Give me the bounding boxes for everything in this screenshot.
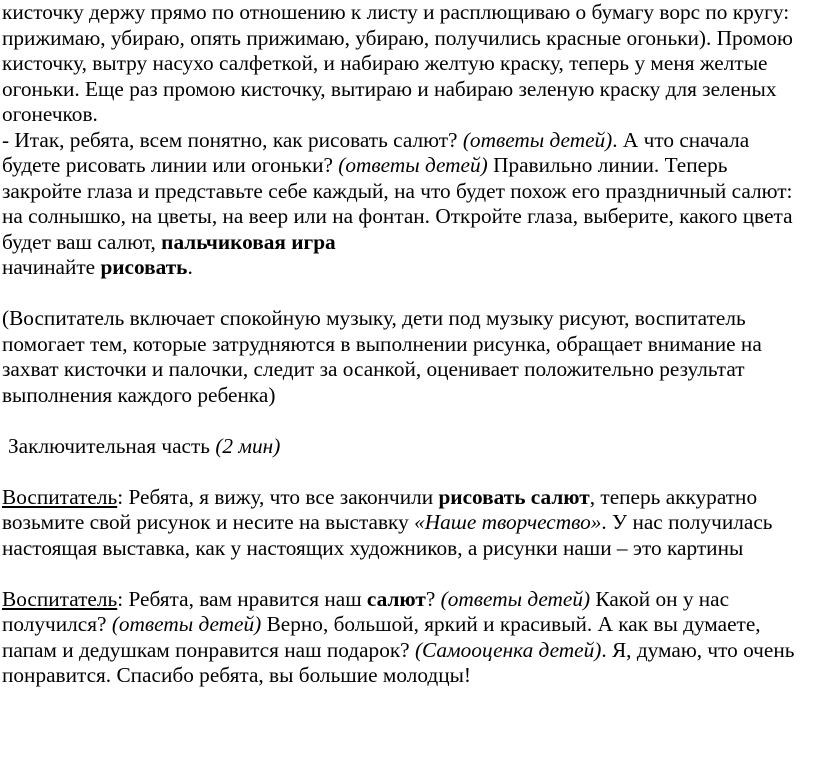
speaker-label: Воспитатель	[2, 586, 118, 611]
italic-duration: (2 мин)	[215, 433, 281, 458]
bold-term: салют	[366, 586, 426, 611]
paragraph-spacer	[2, 561, 812, 587]
text-span: начинайте	[2, 255, 101, 279]
text-span: , теперь аккуратно возьмите свой рисунок и несите на выставку	[2, 484, 758, 534]
italic-remark: (ответы детей)	[462, 127, 613, 152]
paragraph-teacher-note	[2, 306, 812, 408]
text-span: ?	[425, 586, 441, 611]
italic-remark: (ответы детей)	[338, 153, 488, 177]
italic-exhibition-name: «Наше творчество»	[414, 510, 602, 534]
text-span: : Ребята, я вижу, что все закончили	[117, 484, 439, 509]
italic-remark: (Самооценка детей)	[414, 637, 602, 662]
paragraph-text: (Воспитатель включает спокойную музыку, дети под музыку рисуют, воспитатель помогает тем, которые затрудняются в выполнении рисунка, обращает внимание на захват кисточки и палочки, следит за осанкой, оценивает положительно результат выполнения каждого ребенка)	[2, 306, 762, 407]
paragraph-spacer	[2, 408, 812, 434]
paragraph-spacer	[2, 459, 812, 485]
text-span: Какой он у нас получился?	[2, 586, 730, 636]
text-span: . У нас получилась настоящая выставка, как у настоящих художников, а рисунки наши – это картины	[2, 510, 773, 560]
heading-text: Заключительная часть	[8, 433, 216, 458]
text-span: Правильно линии. Теперь закройте глаза и представьте себе каждый, на что будет похож его праздничный салют: на солнышко, на цветы, на веер или на фонтан. Откройте глаза, выберите, какого цвета будет ваш салют,	[2, 153, 793, 254]
text-span: . Я, думаю, что очень понравится. Спасибо ребята, вы большие молодцы!	[2, 637, 795, 687]
paragraph-instructions	[2, 128, 812, 281]
paragraph-brush-technique	[2, 0, 812, 128]
bold-term: пальчиковая игра	[161, 229, 336, 254]
paragraph-exhibition	[2, 485, 812, 562]
paragraph-reflection	[2, 587, 812, 689]
text-span: .	[187, 255, 193, 279]
bold-term: рисовать салют	[438, 484, 590, 509]
paragraph-spacer	[2, 281, 812, 307]
text-span: - Итак, ребята, всем понятно, как рисовать салют?	[2, 127, 463, 152]
text-span: . А что сначала будете рисовать линии или огоньки?	[2, 127, 750, 177]
text-span: : Ребята, вам нравится наш	[117, 586, 367, 611]
speaker-label: Воспитатель	[2, 484, 118, 509]
document-page	[2, 0, 812, 689]
paragraph-text: кисточку держу прямо по отношению к листу и расплющиваю о бумагу ворс по кругу: прижимаю, убираю, опять прижимаю, убираю, получились красные огоньки). Промою кисточку, вытру насухо салфеткой, и набираю желтую краску, теперь у меня желтые огоньки. Еще раз промою кисточку, вытираю и набираю зеленую краску для зеленых огонечков.	[2, 0, 793, 126]
italic-remark: (ответы детей)	[440, 586, 591, 611]
text-span: Верно, большой, яркий и красивый. А как вы думаете, папам и дедушкам понравится наш подарок?	[2, 612, 761, 662]
section-heading-conclusion	[2, 434, 812, 460]
bold-term: рисовать	[100, 255, 188, 279]
italic-remark: (ответы детей)	[111, 612, 262, 636]
